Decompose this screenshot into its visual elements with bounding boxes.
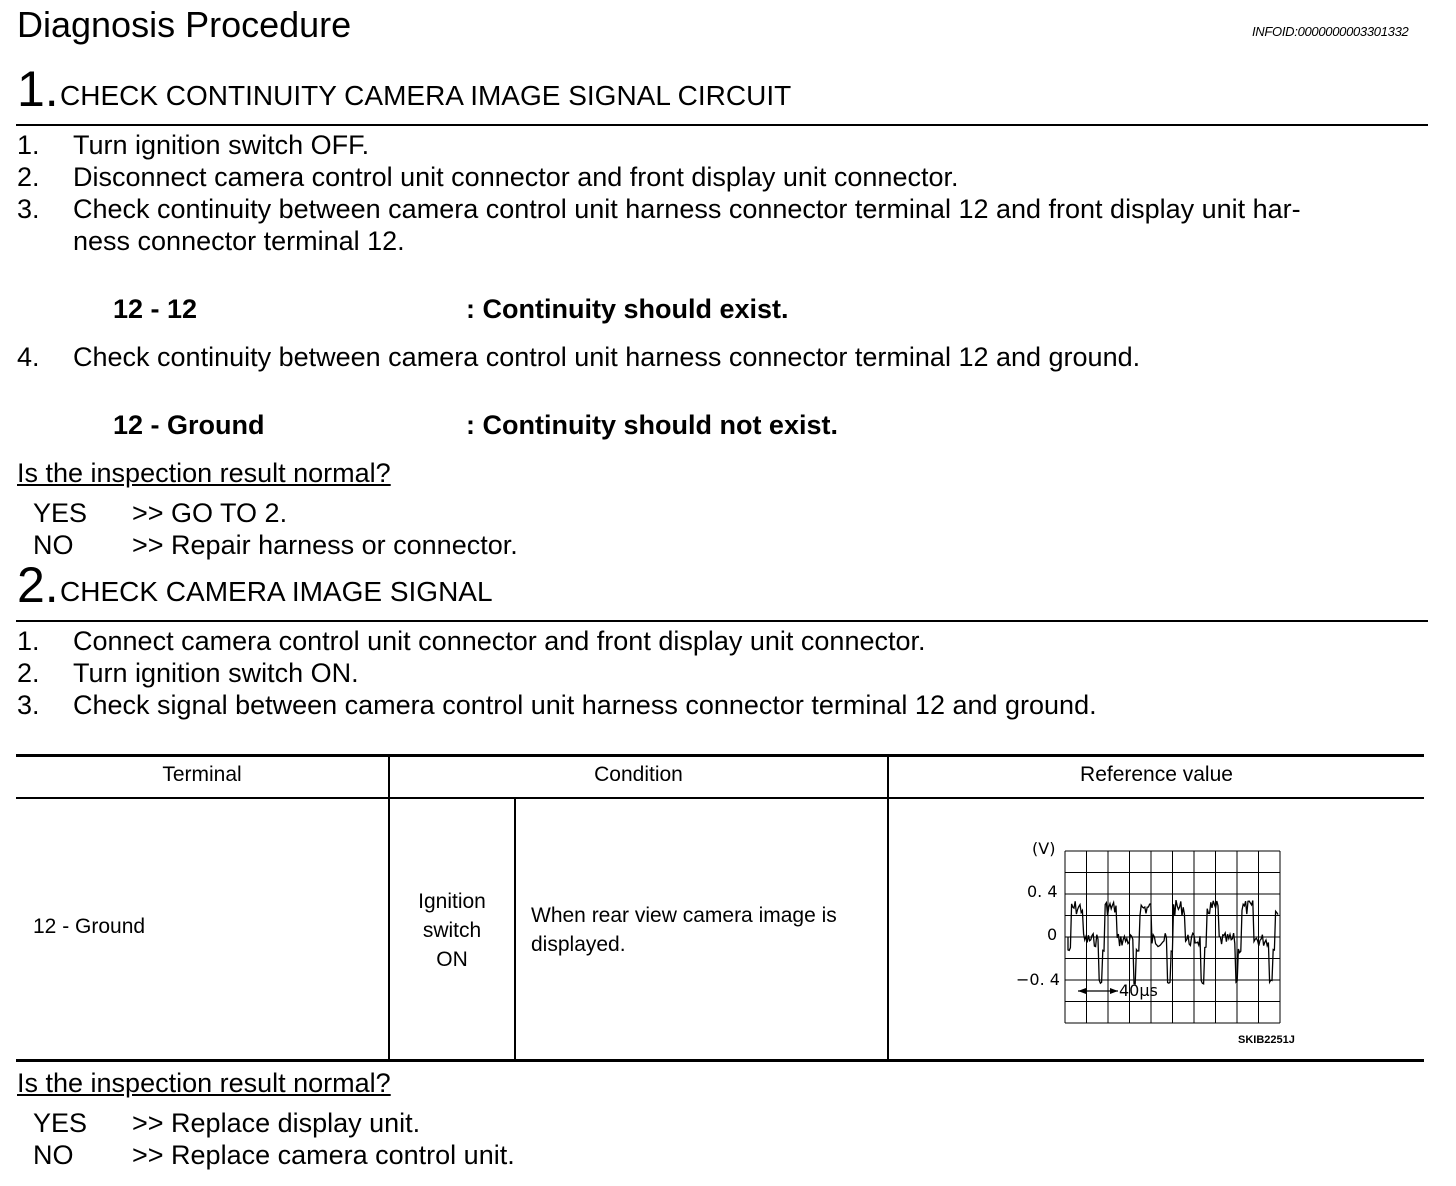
cell-condition-ignition: Ignition switch ON bbox=[418, 890, 486, 971]
step-1-number: 1. bbox=[17, 61, 59, 117]
step-2-yes-action: >> Replace display unit. bbox=[132, 1108, 421, 1138]
step-1-title: CHECK CONTINUITY CAMERA IMAGE SIGNAL CIRCUIT bbox=[60, 80, 792, 111]
step-1-item-3-continued: ness connector terminal 12. bbox=[73, 226, 405, 256]
step-1-yes-label: YES bbox=[33, 498, 88, 528]
time-scale-label: 40μs bbox=[1119, 981, 1158, 1000]
y-tick-pos: 0. 4 bbox=[1027, 882, 1058, 901]
cell-terminal: 12 - Ground bbox=[33, 915, 146, 938]
step-1-no-label: NO bbox=[33, 530, 74, 560]
table-divider-2 bbox=[514, 798, 516, 1060]
page-title: Diagnosis Procedure bbox=[17, 4, 352, 45]
table-header-rule bbox=[16, 797, 1424, 799]
step-1-yes-action: >> GO TO 2. bbox=[132, 498, 288, 528]
step-2-yes-label: YES bbox=[33, 1108, 88, 1138]
step-2-no-label: NO bbox=[33, 1140, 74, 1170]
cell-condition-detail: When rear view camera image is displayed. bbox=[531, 904, 837, 956]
header-terminal: Terminal bbox=[162, 763, 242, 786]
info-id: INFOID:0000000003301332 bbox=[1252, 24, 1409, 39]
figure-id: SKIB2251J bbox=[1238, 1034, 1295, 1046]
waveform-graph bbox=[1010, 834, 1320, 1054]
step-1-question: Is the inspection result normal? bbox=[17, 458, 391, 488]
table-bottom-rule bbox=[16, 1059, 1424, 1062]
step-2-number: 2. bbox=[17, 557, 59, 613]
step-2-rule bbox=[16, 620, 1428, 622]
step-1-no-action: >> Repair harness or connector. bbox=[132, 530, 518, 560]
step-1-rule bbox=[16, 124, 1428, 126]
header-condition: Condition bbox=[594, 763, 683, 786]
step-2-title: CHECK CAMERA IMAGE SIGNAL bbox=[60, 576, 493, 607]
graph-unit-label: (V) bbox=[1032, 839, 1056, 858]
spec-1-terminal: 12 - 12 bbox=[113, 294, 198, 324]
spec-2-terminal: 12 - Ground bbox=[113, 410, 265, 440]
table-top-rule bbox=[16, 754, 1424, 757]
step-2-question: Is the inspection result normal? bbox=[17, 1068, 391, 1098]
time-span-arrow bbox=[1078, 988, 1118, 994]
header-reference-value: Reference value bbox=[1080, 763, 1233, 786]
step-2-no-action: >> Replace camera control unit. bbox=[132, 1140, 515, 1170]
y-tick-zero: 0 bbox=[1047, 925, 1058, 944]
spec-2-result: : Continuity should not exist. bbox=[466, 410, 838, 440]
table-divider-3 bbox=[887, 756, 889, 1060]
y-tick-neg: −0. 4 bbox=[1016, 970, 1060, 989]
spec-1-result: : Continuity should exist. bbox=[466, 294, 789, 324]
